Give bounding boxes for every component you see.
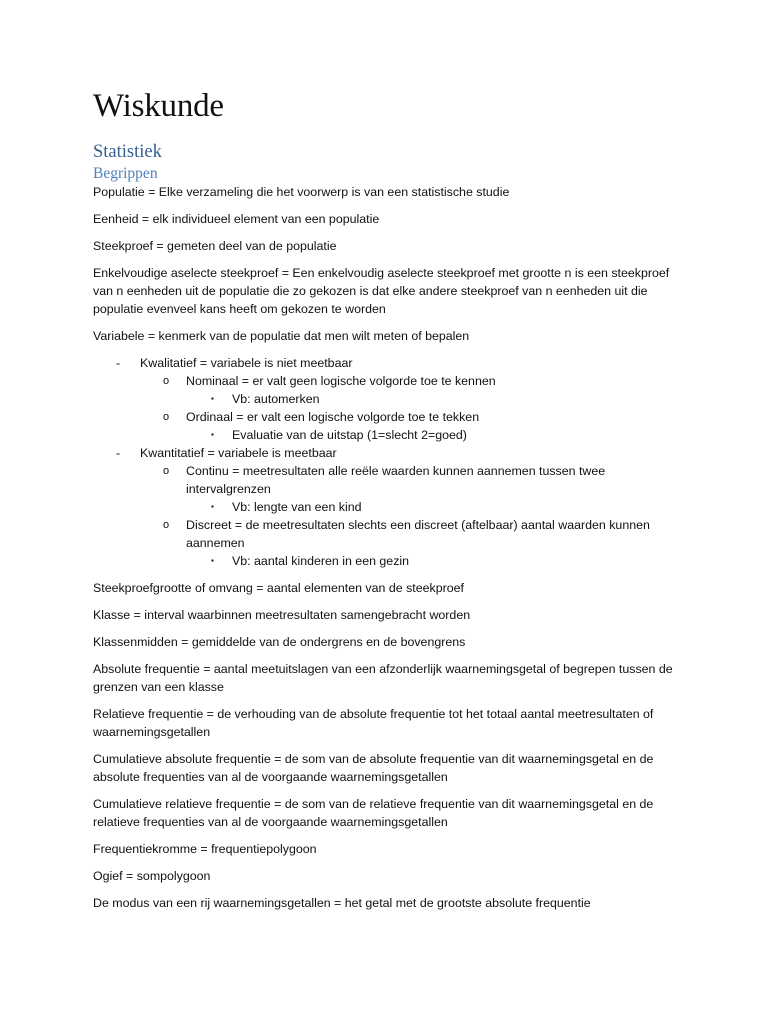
list-item [93,426,683,444]
list-item-text: Discreet = de meetresultaten slechts een discreet (aftelbaar) aantal waarden kunnen aannemen [186,518,650,550]
list-item-text: Nominaal = er valt geen logische volgorde toe te kennen [186,374,496,388]
list-item-text: Vb: lengte van een kind [232,500,362,514]
list-item [93,462,683,498]
document-title: Wiskunde [93,88,224,124]
list-item-text: Kwalitatief = variabele is niet meetbaar [140,356,353,370]
square-bullet: ▪ [211,502,214,511]
square-bullet: ▪ [211,556,214,565]
definition-paragraph: Cumulatieve relatieve frequentie = de som van de relatieve frequentie van dit waarnemingsgetal en de relatieve frequenties van al de voorgaande waarnemingsgetallen [93,797,654,829]
list-item-text: Ordinaal = er valt een logische volgorde toe te tekken [186,410,480,424]
subsection-heading: Begrippen [93,165,158,182]
list-item-text: Kwantitatief = variabele is meetbaar [140,446,337,460]
definition-paragraph: Relatieve frequentie = de verhouding van de absolute frequentie tot het totaal aantal meetresultaten of waarnemingsgetallen [93,707,654,739]
square-bullet: ▪ [211,430,214,439]
definition-paragraph: Eenheid = elk individueel element van een populatie [93,212,380,226]
circle-bullet: o [163,375,170,387]
definition-paragraph: Populatie = Elke verzameling die het voorwerp is van een statistische studie [93,185,510,199]
list-item [93,498,683,516]
list-item-text: Evaluatie van de uitstap (1=slecht 2=goed) [232,428,467,442]
list-item [93,408,683,426]
circle-bullet: o [163,519,170,531]
circle-bullet: o [163,411,170,423]
definition-paragraph: Enkelvoudige aselecte steekproef = Een enkelvoudig aselecte steekproef met grootte n is een steekproef van n eenheden uit de populatie die zo gekozen is dat elke andere steekproef van n eenheden uit die populatie evenveel kans heeft om gekozen te worden [93,266,670,316]
dash-bullet: - [116,446,121,460]
list-item [93,516,683,552]
definition-paragraph: Variabele = kenmerk van de populatie dat men wilt meten of bepalen [93,329,470,343]
list-item-text: Continu = meetresultaten alle reële waarden kunnen aannemen tussen twee intervalgrenzen [186,464,606,496]
definition-paragraph: Klasse = interval waarbinnen meetresultaten samengebracht worden [93,608,471,622]
definition-paragraph: De modus van een rij waarnemingsgetallen = het getal met de grootste absolute frequentie [93,896,591,910]
square-bullet: ▪ [211,394,214,403]
definition-paragraph: Frequentiekromme = frequentiepolygoon [93,842,317,856]
variable-types-list [93,354,683,570]
list-item [93,444,683,462]
list-item [93,372,683,390]
dash-bullet: - [116,356,121,370]
definition-paragraph: Steekproefgrootte of omvang = aantal elementen van de steekproef [93,581,464,595]
list-item [93,552,683,570]
list-item-text: Vb: automerken [232,392,320,406]
definition-paragraph: Cumulatieve absolute frequentie = de som van de absolute frequentie van dit waarnemingsgetal en de absolute frequenties van al de voorgaande waarnemingsgetallen [93,752,654,784]
document-body [93,86,683,921]
definition-paragraph: Klassenmidden = gemiddelde van de ondergrens en de bovengrens [93,635,466,649]
definition-paragraph: Ogief = sompolygoon [93,869,211,883]
list-item [93,390,683,408]
section-heading: Statistiek [93,142,162,162]
circle-bullet: o [163,465,170,477]
list-item [93,354,683,372]
list-item-text: Vb: aantal kinderen in een gezin [232,554,410,568]
definition-paragraph: Steekproef = gemeten deel van de populatie [93,239,337,253]
definition-paragraph: Absolute frequentie = aantal meetuitslagen van een afzonderlijk waarnemingsgetal of begrepen tussen de grenzen van een klasse [93,662,673,694]
